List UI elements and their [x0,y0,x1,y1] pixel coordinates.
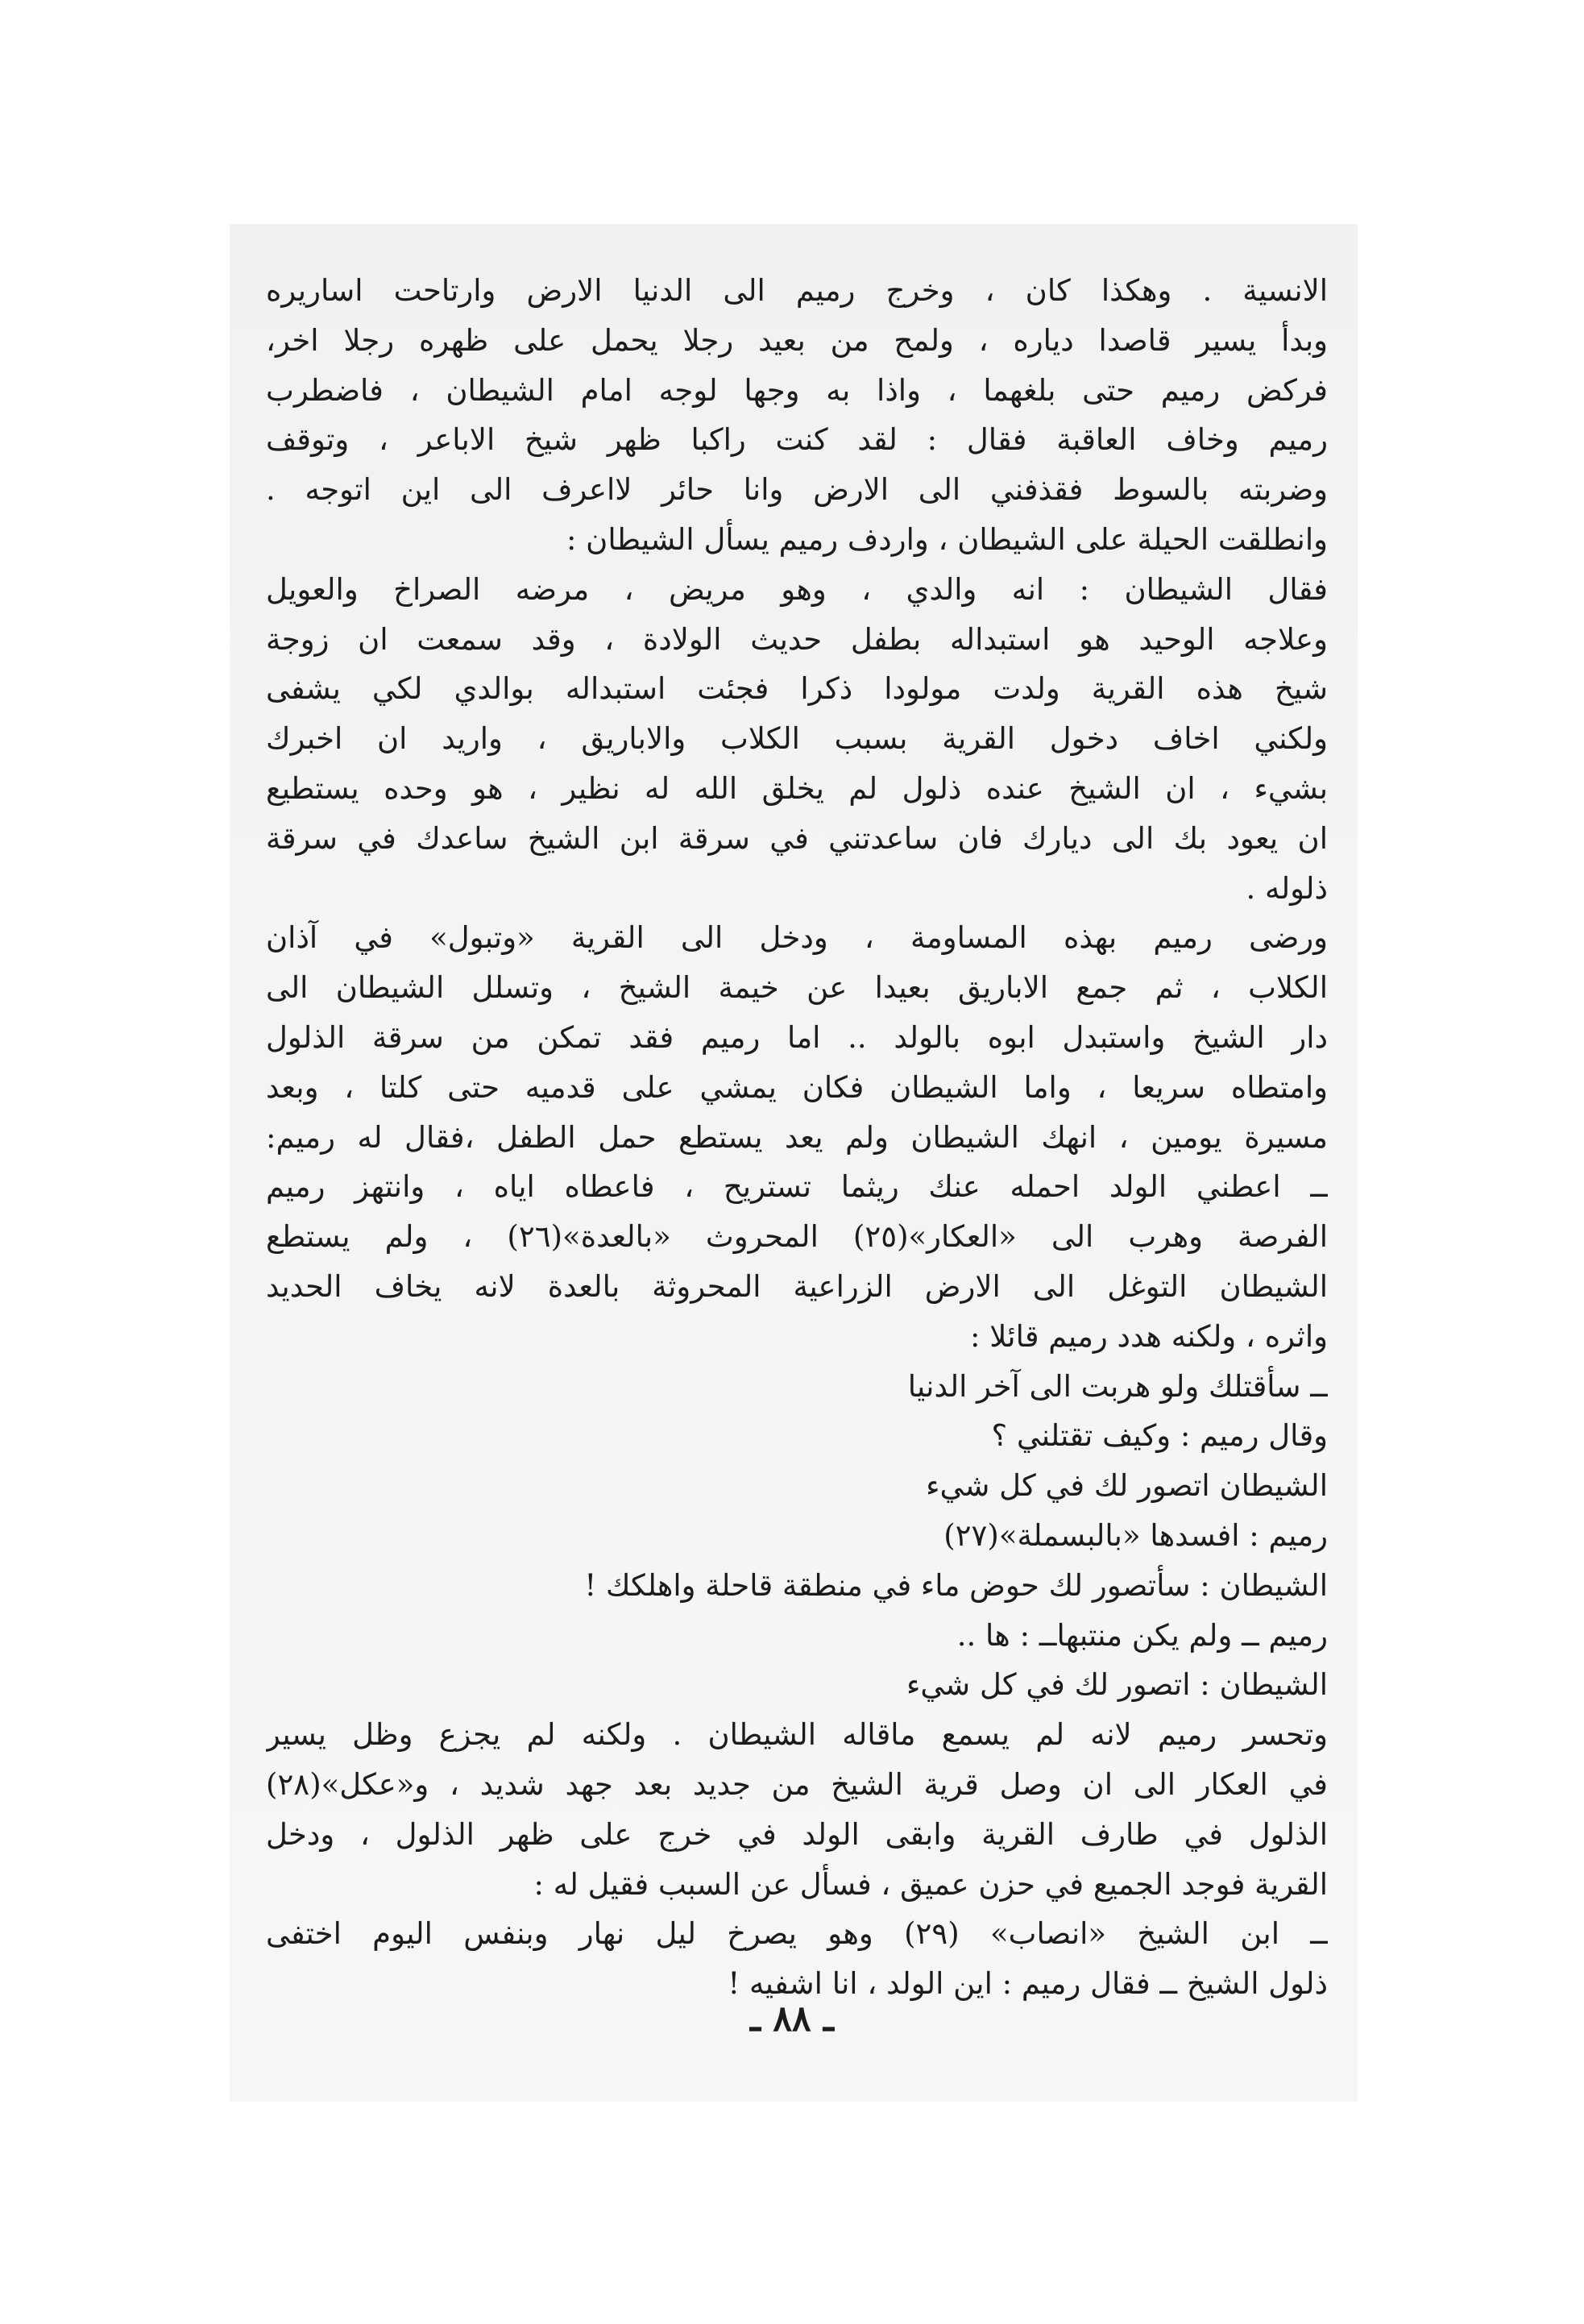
text-line-34: ــ ابن الشيخ «انصاب» (٢٩) وهو يصرخ ليل نهار وبنفس اليوم اختفى [266,1916,1328,1952]
text-line-8: وعلاجه الوحيد هو استبداله بطفل حديث الولادة ، وقد سمعت ان زوجة [266,621,1328,657]
page-number: ـ ٨٨ ـ [750,1998,834,2040]
text-line-33: القرية فوجد الجميع في حزن عميق ، فسأل عن السبب فقيل له : [533,1866,1328,1902]
text-line-10: ولكني اخاف دخول القرية بسبب الكلاب والاباريق ، واريد ان اخبرك [266,721,1328,757]
text-line-12: ان يعود بك الى ديارك فان ساعدتني في سرقة ابن الشيخ ساعدك في سرقة [266,820,1328,856]
text-line-35: ذلول الشيخ ــ فقال رميم : اين الولد ، انا اشفيه ! [728,1966,1328,2002]
text-line-21: الشيطان التوغل الى الارض الزراعية المحروثة بالعدة لانه يخاف الحديد [266,1268,1328,1304]
text-line-26: رميم : افسدها «بالبسملة»(٢٧) [943,1517,1328,1553]
text-line-25: الشيطان اتصور لك في كل شيء [926,1468,1328,1504]
text-line-13: ذلوله . [1246,870,1328,906]
text-line-20: الفرصة وهرب الى «العكار»(٢٥) المحروث «بالعدة»(٢٦) ، ولم يستطع [266,1219,1328,1255]
text-line-11: بشيء ، ان الشيخ عنده ذلول لم يخلق الله له نظير ، هو وحده يستطيع [266,770,1328,806]
text-line-1: الانسية . وهكذا كان ، وخرج رميم الى الدنيا الارض وارتاحت اساريره [266,273,1328,308]
text-line-16: دار الشيخ واستبدل ابوه بالولد .. اما رميم فقد تمكن من سرقة الذلول [266,1019,1328,1055]
text-line-15: الكلاب ، ثم جمع الاباريق بعيدا عن خيمة الشيخ ، وتسلل الشيطان الى [266,970,1328,1006]
text-line-27: الشيطان : سأتصور لك حوض ماء في منطقة قاحلة واهلكك ! [584,1567,1328,1603]
text-line-2: وبدأ يسير قاصدا دياره ، ولمح من بعيد رجلا يحمل على ظهره رجلا اخر، [266,322,1328,358]
text-line-19: ــ اعطني الولد احمله عنك ريثما تستريح ، فاعطاه اياه ، وانتهز رميم [266,1169,1328,1205]
page-body-text [266,266,1328,2009]
text-line-5: وضربته بالسوط فقذفني الى الارض وانا حائر لااعرف الى اين اتوجه . [266,472,1328,508]
text-line-7: فقال الشيطان : انه والدي ، وهو مريض ، مرضه الصراخ والعويل [266,571,1328,607]
text-line-17: وامتطاه سريعا ، واما الشيطان فكان يمشي على قدميه حتى كلتا ، وبعد [266,1069,1328,1105]
text-line-18: مسيرة يومين ، انهك الشيطان ولم يعد يستطع حمل الطفل ،فقال له رميم: [266,1119,1328,1155]
text-line-4: رميم وخاف العاقبة فقال : لقد كنت راكبا ظهر شيخ الاباعر ، وتوقف [266,422,1328,458]
text-line-28: رميم ــ ولم يكن منتبهاــ : ها .. [956,1617,1328,1653]
text-line-9: شيخ هذه القرية ولدت مولودا ذكرا فجئت استبداله بوالدي لكي يشفى [266,671,1328,707]
text-line-24: وقال رميم : وكيف تقتلني ؟ [991,1418,1328,1454]
text-line-29: الشيطان : اتصور لك في كل شيء [906,1667,1328,1703]
text-line-14: ورضى رميم بهذه المساومة ، ودخل الى القرية «وتبول» في آذان [266,920,1328,956]
text-line-30: وتحسر رميم لانه لم يسمع ماقاله الشيطان . ولكنه لم يجزع وظل يسير [266,1717,1328,1753]
text-line-31: في العكار الى ان وصل قرية الشيخ من جديد بعد جهد شديد ، و«عكل»(٢٨) [266,1766,1328,1802]
text-line-6: وانطلقت الحيلة على الشيطان ، واردف رميم يسأل الشيطان : [566,521,1328,557]
text-line-22: واثره ، ولكنه هدد رميم قائلا : [969,1318,1328,1354]
text-line-3: فركض رميم حتى بلغهما ، واذا به وجها لوجه امام الشيطان ، فاضطرب [266,372,1328,408]
text-line-23: ــ سأقتلك ولو هربت الى آخر الدنيا [907,1368,1328,1404]
text-line-32: الذلول في طارف القرية وابقى الولد في خرج على ظهر الذلول ، ودخل [266,1816,1328,1852]
